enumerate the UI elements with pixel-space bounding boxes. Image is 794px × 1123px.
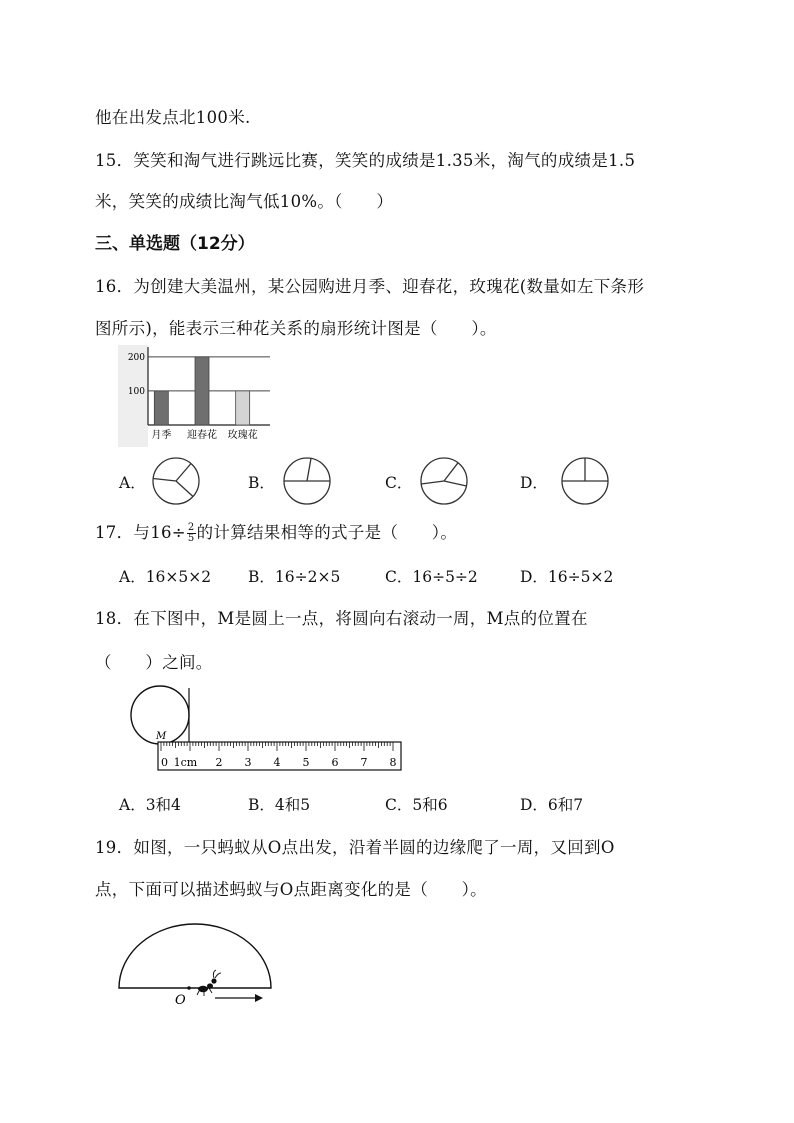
ruler-label: 8: [389, 756, 397, 769]
q17-option-a[interactable]: A．16×5×2: [119, 568, 212, 586]
ruler-label: 6: [331, 756, 339, 769]
category-label: 月季: [151, 430, 172, 441]
pie-option-a[interactable]: [150, 456, 204, 506]
ruler-label: 1cm: [173, 756, 198, 769]
q17-option-c[interactable]: C．16÷5÷2: [385, 568, 478, 586]
q18-line2: （ ）之间。: [95, 653, 213, 672]
q18-option-a[interactable]: A．3和4: [119, 796, 181, 814]
q17-suffix: 的计算结果相等的式子是（ ）。: [196, 523, 458, 542]
q19-line2: 点，下面可以描述蚂蚁与O点距离变化的是（ ）。: [95, 880, 487, 899]
pie-option-c[interactable]: [418, 456, 472, 506]
q19-line1: 19．如图，一只蚂蚁从O点出发，沿着半圆的边缘爬了一周，又回到O: [95, 838, 615, 857]
ruler-label: 5: [302, 756, 310, 769]
origin-label: O: [175, 993, 186, 1008]
q16-option-a-label[interactable]: A．: [119, 474, 146, 492]
q18-option-d[interactable]: D．6和7: [520, 796, 584, 814]
semicircle-diagram: [115, 915, 275, 1015]
q17-option-b[interactable]: B．16÷2×5: [248, 568, 341, 586]
q16-option-c-label[interactable]: C．: [385, 474, 413, 492]
q18-option-b[interactable]: B．4和5: [248, 796, 311, 814]
q16-line1: 16．为创建大美温州，某公园购进月季、迎春花，玫瑰花(数量如左下条形: [95, 277, 645, 296]
q14-tail: 他在出发点北100米.: [95, 108, 251, 127]
q17-fraction: [187, 523, 196, 544]
q17-prefix: 17．与16÷: [95, 523, 186, 542]
bar-玫瑰花: [236, 391, 250, 425]
y-tick-label: 200: [127, 352, 145, 363]
category-label: 迎春花: [187, 430, 217, 441]
category-label: 玫瑰花: [227, 430, 258, 441]
ruler-label: 0: [161, 756, 168, 769]
ruler-label: 2: [215, 756, 223, 769]
q18-line1: 18．在下图中，M是圆上一点，将圆向右滚动一周，M点的位置在: [95, 609, 588, 628]
q18-option-c[interactable]: C．5和6: [385, 796, 448, 814]
ruler-label: 7: [360, 756, 368, 769]
q16-option-d-label[interactable]: D．: [520, 474, 548, 492]
bar-月季: [154, 391, 168, 425]
q15-line2: 米，笑笑的成绩比淘气低10%。（ ）: [95, 192, 394, 211]
q16-line2: 图所示)，能表示三种花关系的扇形统计图是（ ）。: [95, 319, 497, 338]
pie-option-d[interactable]: [559, 456, 613, 506]
ruler-label: 4: [273, 756, 281, 769]
ruler-label: 3: [244, 756, 252, 769]
circle-ruler-diagram: [125, 680, 410, 772]
q17-option-d[interactable]: D．16÷5×2: [520, 568, 614, 586]
pie-option-b[interactable]: [281, 456, 335, 506]
y-tick-label: 100: [127, 386, 145, 397]
ant-icon: [197, 970, 221, 996]
q17-fraction-numerator: 2: [187, 522, 195, 533]
semicircle-path: [119, 924, 271, 988]
bar-chart: [118, 345, 273, 447]
ruler-labels: [161, 756, 397, 769]
origin-point: [187, 986, 191, 990]
q16-option-b-label[interactable]: B．: [248, 474, 275, 492]
point-m-label: M: [156, 731, 167, 742]
q17-question: [95, 519, 457, 544]
bar-迎春花: [195, 357, 209, 425]
section-heading: 三、单选题（12分）: [95, 234, 255, 254]
q17-fraction-denominator: 5: [187, 533, 195, 544]
q15-line1: 15．笑笑和淘气进行跳远比赛，笑笑的成绩是1.35米，淘气的成绩是1.5: [95, 151, 636, 170]
arrow-head-icon: [255, 994, 263, 1002]
